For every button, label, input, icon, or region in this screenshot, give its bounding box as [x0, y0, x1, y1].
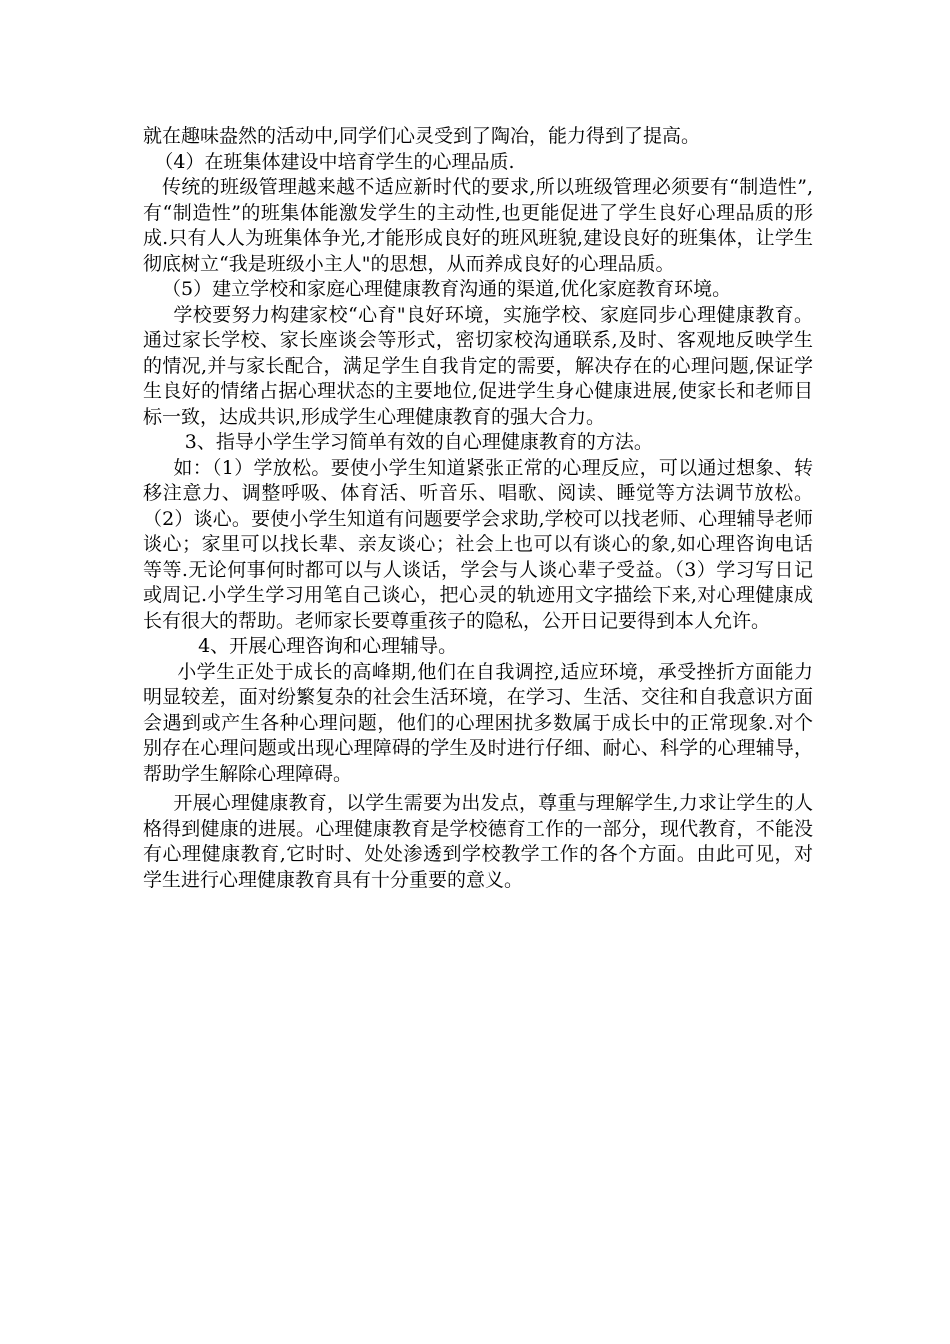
paragraph-home-school: 学校要努力构建家校“心育"良好环境，实施学校、家庭同步心理健康教育。通过家长学校、家长座谈会等形式，密切家校沟通联系,及时、客观地反映学生的情况,并与家长配合，满足学生自我肯定的需要，解决存在的心理问题,保证学生良好的情绪占据心理状态的主要地位,促进学生身心健康进展,使家长和老师目标一致，达成共识,形成学生心理健康教育的强大合力。: [143, 303, 813, 428]
paragraph-activity-conclusion: 就在趣味盎然的活动中,同学们心灵受到了陶冶，能力得到了提高。: [143, 125, 701, 147]
paragraph-counseling: 小学生正处于成长的高峰期,他们在自我调控,适应环境，承受挫折方面能力明显较差，面对纷繁复杂的社会生活环境，在学习、生活、交往和自我意识方面会遇到或产生各种心理问题，他们的心理困扰多数属于成长中的正常现象.对个别存在心理问题或出现心理障碍的学生及时进行仔细、耐心、科学的心理辅导，帮助学生解除心理障碍。: [143, 660, 813, 785]
paragraph-class-management: 传统的班级管理越来越不适应新时代的要求,所以班级管理必须要有“制造性”,有“制造性”的班集体能激发学生的主动性,也更能促进了学生良好心理品质的形成.只有人人为班集体争光,才能形成良好的班风班貌,建设良好的班集体，让学生彻底树立“我是班级小主人"的思想，从而养成良好的心理品质。: [143, 176, 813, 275]
paragraph-self-help-methods: 如：（1）学放松。要使小学生知道紧张正常的心理反应，可以通过想象、转移注意力、调整呼吸、体育活、听音乐、唱歌、阅读、睡觉等方法调节放松。（2）谈心。要使小学生知道有问题要学会求助,学校可以找老师、心理辅导老师谈心；家里可以找长辈、亲友谈心；社会上也可以有谈心的象,如心理咨询电话等等.无论何事何时都可以与人谈话，学会与人谈心辈子受益。（3）学习写日记或周记.小学生学习用笔自己谈心，把心灵的轨迹用文字描绘下来,对心理健康成长有很大的帮助。老师家长要尊重孩子的隐私，公开日记要得到本人允许。: [143, 456, 813, 632]
heading-home-school-channel: （5）建立学校和家庭心理健康教育沟通的渠道,优化家庭教育环境。: [162, 278, 732, 300]
body-text: [143, 124, 813, 893]
heading-self-help-methods: 3、指导小学生学习简单有效的自心理健康教育的方法。: [184, 431, 653, 453]
paragraph-conclusion: 开展心理健康教育，以学生需要为出发点，尊重与理解学生,力求让学生的人格得到健康的进展。心理健康教育是学校德育工作的一部分，现代教育，不能没有心理健康教育,它时时、处处渗透到学校教学工作的各个方面。由此可见，对学生进行心理健康教育具有十分重要的意义。: [143, 792, 813, 891]
heading-class-collective: （4）在班集体建设中培育学生的心理品质.: [154, 150, 515, 173]
heading-counseling: 4、开展心理咨询和心理辅导。: [198, 635, 458, 657]
